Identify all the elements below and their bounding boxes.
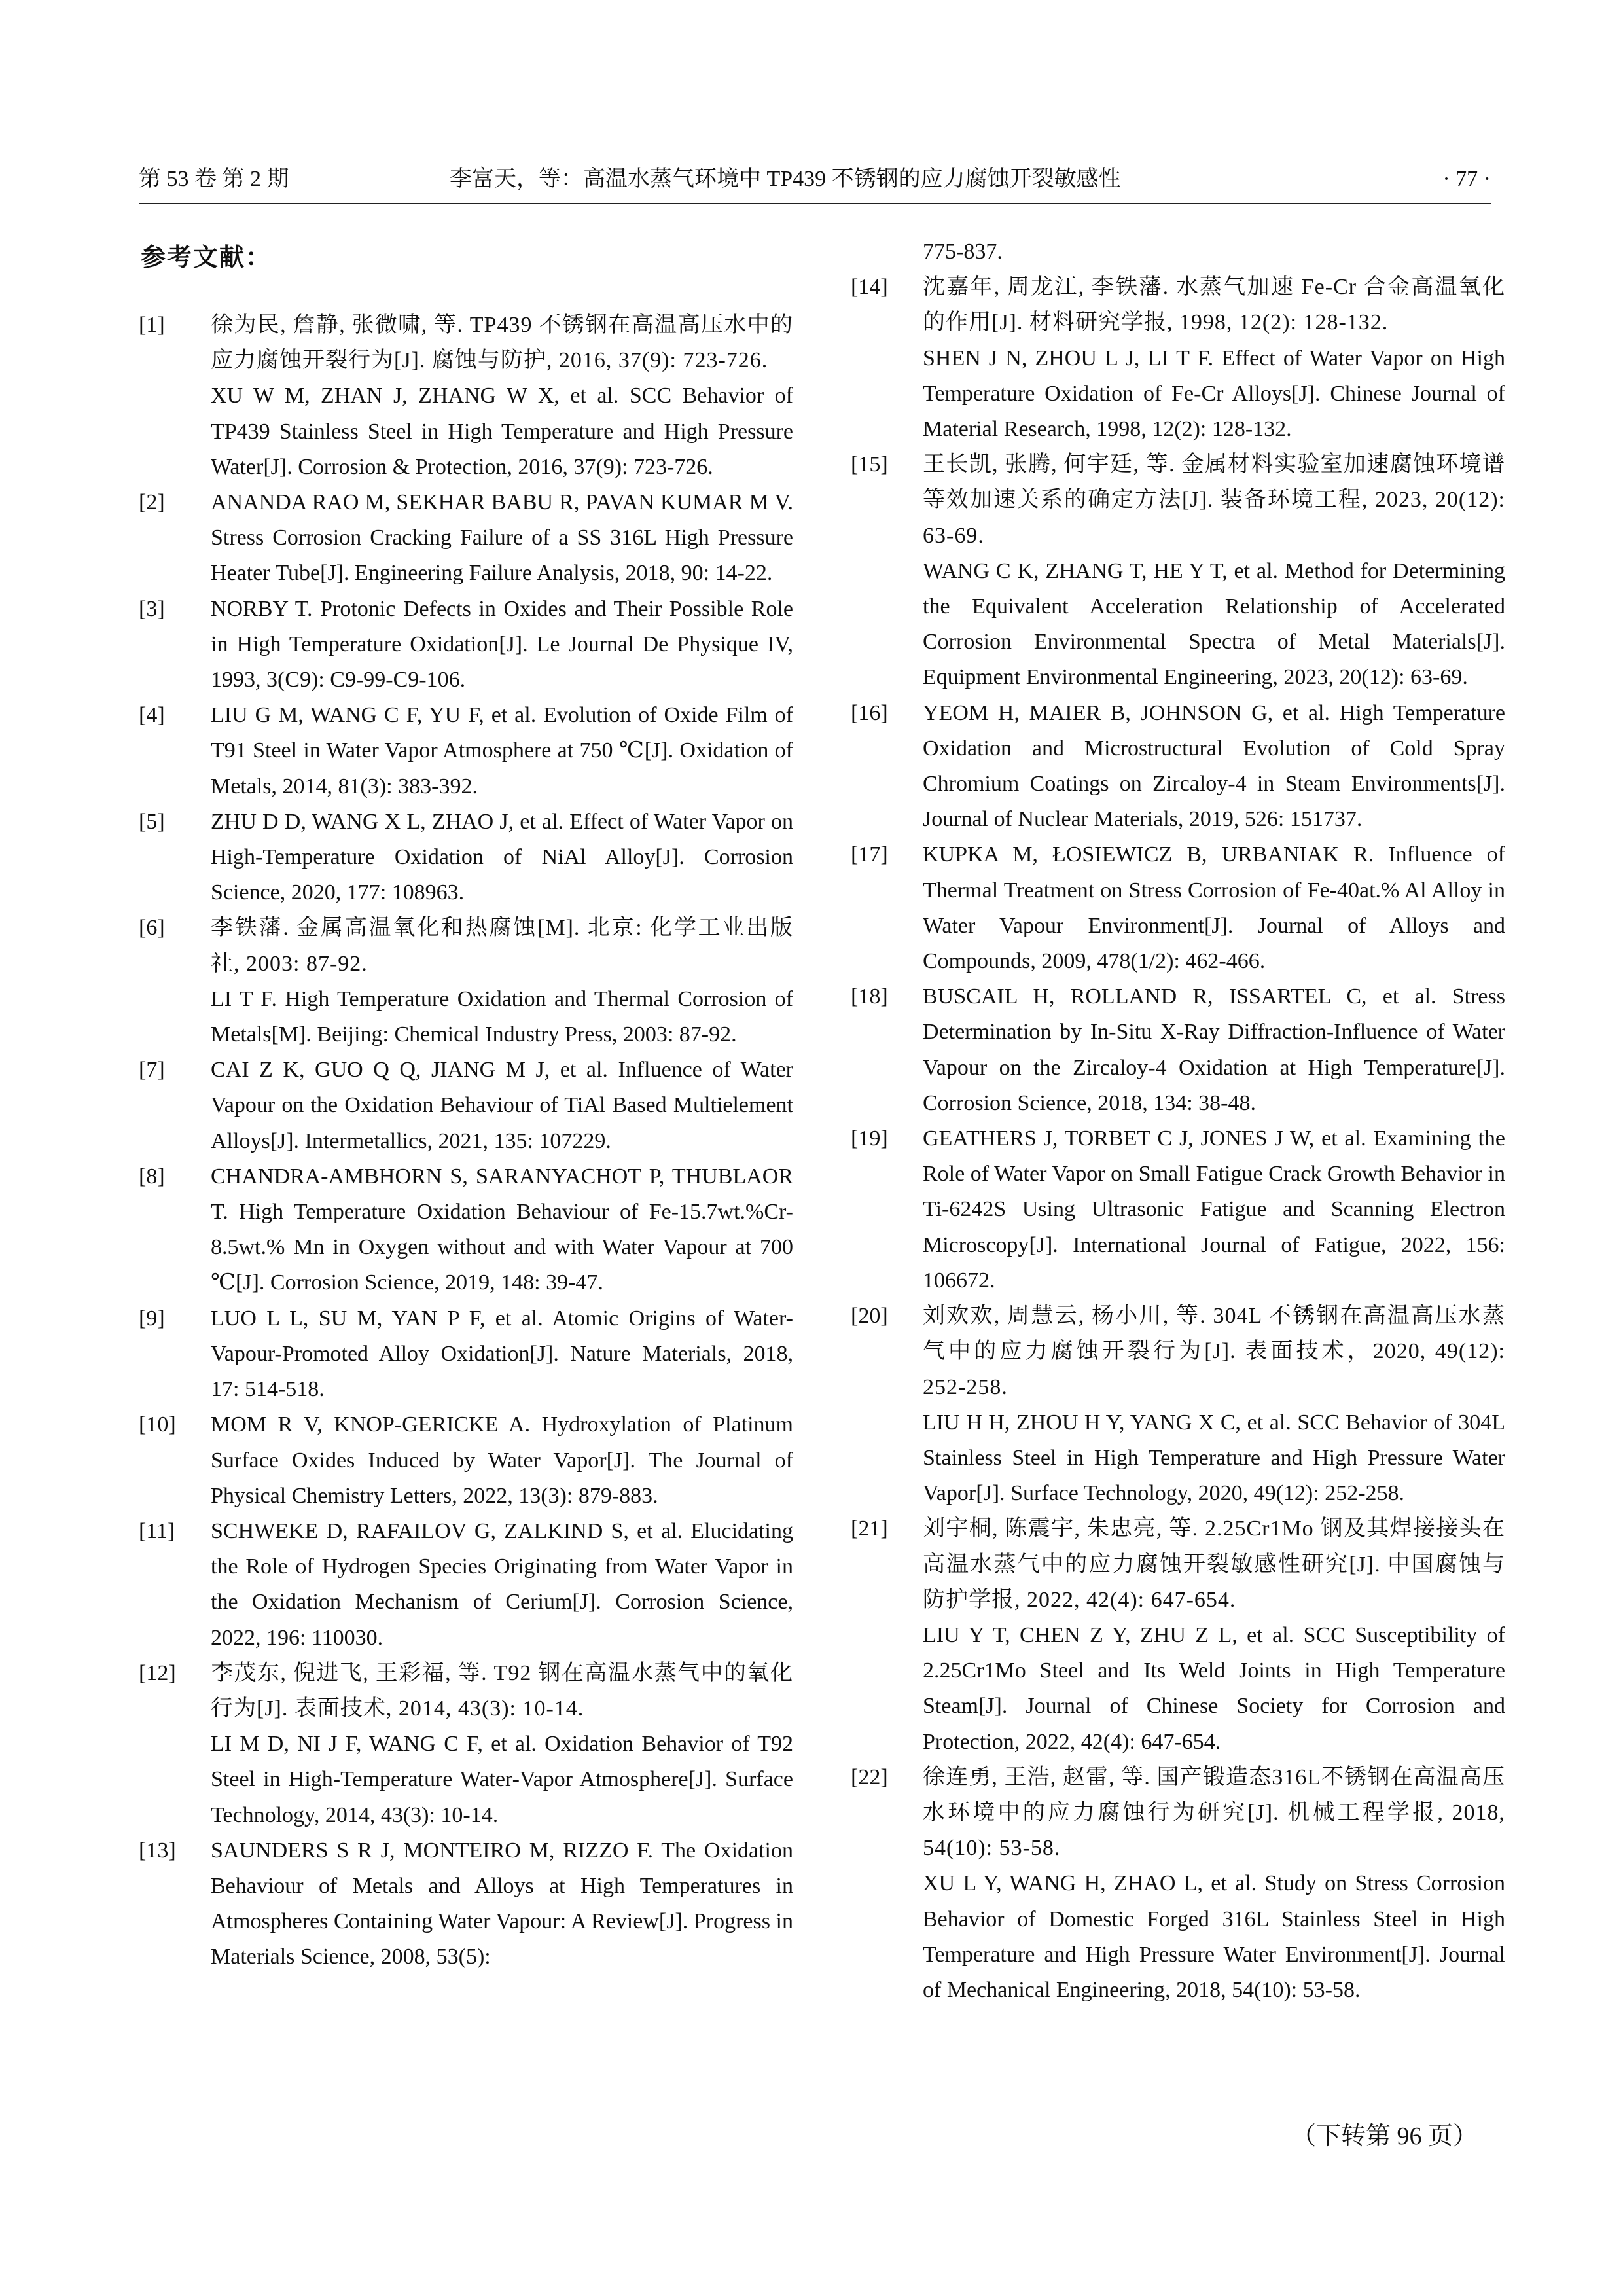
continued-note: （下转第 96 页） [1291, 2123, 1478, 2150]
reference-text: XU L Y, WANG H, ZHAO L, et al. Study on Stress Corrosion Behavior of Domestic Forged 316L Stainless Steel in High Temperature and High Pressure Water Environment[J]. Journal of Mechanical Engineering, 2018, 54(10): 53-58. [923, 1871, 1505, 2002]
reference-number: [20] [851, 1304, 888, 1329]
reference-item [139, 910, 793, 1052]
reference-text: 李茂东, 倪进飞, 王彩福, 等. T92 钢在高温水蒸气中的氧化行为[J]. 表面技术, 2014, 43(3): 10-14. [211, 1660, 793, 1721]
reference-number: [22] [851, 1765, 888, 1789]
reference-text: LIU H H, ZHOU H Y, YANG X C, et al. SCC Behavior of 304L Stainless Steel in High Temperature and High Pressure Water Vapor[J]. Surface Technology, 2020, 49(12): 252-258. [923, 1410, 1505, 1506]
reference-text: LI M D, NI J F, WANG C F, et al. Oxidation Behavior of T92 Steel in High-Temperature Water-Vapor Atmosphere[J]. Surface Technology, 2014, 43(3): 10-14. [211, 1732, 793, 1827]
reference-number: [16] [851, 700, 888, 725]
reference-item [851, 1760, 1505, 2008]
reference-number: [5] [139, 809, 165, 834]
references-left-column [139, 308, 793, 1975]
reference-text: NORBY T. Protonic Defects in Oxides and Their Possible Role in High Temperature Oxidation[J]. Le Journal De Physique IV, 1993, 3(C9): C9-99-C9-106. [211, 596, 793, 692]
reference-text: SCHWEKE D, RAFAILOV G, ZALKIND S, et al. Elucidating the Role of Hydrogen Species Originating from Water Vapor in the Oxidation Mechanism of Cerium[J]. Corrosion Science, 2022, 196: 110030. [211, 1518, 793, 1650]
reference-item [139, 1833, 793, 1975]
reference-number: [19] [851, 1126, 888, 1151]
reference-item [139, 308, 793, 485]
reference-number: [4] [139, 703, 165, 728]
reference-number: [18] [851, 984, 888, 1009]
reference-text: 李铁藩. 金属高温氧化和热腐蚀[M]. 北京: 化学工业出版社, 2003: 87-92. [211, 916, 793, 976]
reference-number: [6] [139, 916, 165, 941]
reference-text: MOM R V, KNOP-GERICKE A. Hydroxylation of Platinum Surface Oxides Induced by Water Vapor[J]. The Journal of Physical Chemistry Letters, 2022, 13(3): 879-883. [211, 1412, 793, 1508]
reference-item [139, 1656, 793, 1833]
header-rule [139, 203, 1491, 204]
reference-item [139, 804, 793, 911]
reference-item [851, 1511, 1505, 1759]
reference-text: BUSCAIL H, ROLLAND R, ISSARTEL C, et al. Stress Determination by In-Situ X-Ray Diffraction-Influence of Water Vapour on the Zircaloy-4 Oxidation at High Temperature[J]. Corrosion Science, 2018, 134: 38-48. [923, 984, 1505, 1115]
references-heading: 参考文献： [141, 243, 272, 272]
reference-number: [12] [139, 1660, 176, 1685]
reference-text: WANG C K, ZHANG T, HE Y T, et al. Method for Determining the Equivalent Acceleration Relationship of Accelerated Corrosion Environmental Spectra of Metal Materials[J]. Equipment Environmental Engineering, 2023, 20(12): 63-69. [923, 558, 1505, 690]
reference-text: 刘宇桐, 陈震宇, 朱忠亮, 等. 2.25Cr1Mo 钢及其焊接接头在高温水蒸气中的应力腐蚀开裂敏感性研究[J]. 中国腐蚀与防护学报, 2022, 42(4): 647-654. [923, 1516, 1505, 1612]
reference-number: [7] [139, 1058, 165, 1083]
reference-text: LIU G M, WANG C F, YU F, et al. Evolution of Oxide Film of T91 Steel in Water Vapor Atmosphere at 750 ℃[J]. Oxidation of Metals, 2014, 81(3): 383-392. [211, 703, 793, 798]
reference-number: [9] [139, 1306, 165, 1331]
reference-number: [13] [139, 1838, 176, 1863]
reference-item [851, 1299, 1505, 1511]
reference-text: 徐为民, 詹静, 张微啸, 等. TP439 不锈钢在高温高压水中的应力腐蚀开裂行为[J]. 腐蚀与防护, 2016, 37(9): 723-726. [211, 313, 793, 373]
reference-item [851, 1121, 1505, 1299]
reference-text: XU W M, ZHAN J, ZHANG W X, et al. SCC Behavior of TP439 Stainless Steel in High Temperature and High Pressure Water[J]. Corrosion & Protection, 2016, 37(9): 723-726. [211, 384, 793, 479]
reference-number: [3] [139, 596, 165, 621]
reference-item [139, 1301, 793, 1408]
reference-item [851, 837, 1505, 979]
reference-item [139, 1159, 793, 1301]
reference-text: 王长凯, 张腾, 何宇廷, 等. 金属材料实验室加速腐蚀环境谱等效加速关系的确定方法[J]. 装备环境工程, 2023, 20(12): 63-69. [923, 452, 1505, 548]
reference-item [851, 447, 1505, 695]
page-number: · 77 · [1442, 167, 1491, 191]
reference-item [139, 485, 793, 592]
journal-volume-issue: 第 53 卷 第 2 期 [139, 167, 289, 191]
reference-item [139, 698, 793, 804]
references-right-column [851, 234, 1505, 2008]
reference-text: LUO L L, SU M, YAN P F, et al. Atomic Origins of Water-Vapour-Promoted Alloy Oxidation[J]. Nature Materials, 2018, 17: 514-518. [211, 1306, 793, 1402]
reference-number: [8] [139, 1164, 165, 1189]
reference-text: ZHU D D, WANG X L, ZHAO J, et al. Effect of Water Vapor on High-Temperature Oxidation of NiAl Alloy[J]. Corrosion Science, 2020, 177: 108963. [211, 809, 793, 905]
reference-item [139, 592, 793, 698]
reference-text: CAI Z K, GUO Q Q, JIANG M J, et al. Influence of Water Vapour on the Oxidation Behaviour of TiAl Based Multielement Alloys[J]. Intermetallics, 2021, 135: 107229. [211, 1058, 793, 1153]
reference-text: 775-837. [923, 240, 1003, 264]
reference-text: SAUNDERS S R J, MONTEIRO M, RIZZO F. The Oxidation Behaviour of Metals and Alloys at High Temperatures in Atmospheres Containing Water Vapour: A Review[J]. Progress in Materials Science, 2008, 53(5): [211, 1838, 793, 1969]
reference-text: CHANDRA-AMBHORN S, SARANYACHOT P, THUBLAOR T. High Temperature Oxidation Behaviour of Fe-15.7wt.%Cr-8.5wt.% Mn in Oxygen without and with Water Vapour at 700 ℃[J]. Corrosion Science, 2019, 148: 39-47. [211, 1164, 793, 1295]
reference-text: KUPKA M, ŁOSIEWICZ B, URBANIAK R. Influence of Thermal Treatment on Stress Corrosion of Fe-40at.% Al Alloy in Water Vapour Environment[J]. Journal of Alloys and Compounds, 2009, 478(1/2): 462-466. [923, 842, 1505, 974]
running-title: 李富天，等：高温水蒸气环境中 TP439 不锈钢的应力腐蚀开裂敏感性 [450, 167, 1121, 191]
reference-text: YEOM H, MAIER B, JOHNSON G, et al. High Temperature Oxidation and Microstructural Evolution of Cold Spray Chromium Coatings on Zircaloy-4 in Steam Environments[J]. Journal of Nuclear Materials, 2019, 526: 151737. [923, 700, 1505, 832]
reference-number: [15] [851, 452, 888, 477]
reference-item [851, 696, 1505, 838]
reference-number: [14] [851, 275, 888, 300]
reference-item [851, 979, 1505, 1121]
reference-text: LI T F. High Temperature Oxidation and Thermal Corrosion of Metals[M]. Beijing: Chemical Industry Press, 2003: 87-92. [211, 986, 793, 1047]
reference-item [139, 1407, 793, 1514]
reference-item [139, 1514, 793, 1656]
reference-text: 沈嘉年, 周龙江, 李铁藩. 水蒸气加速 Fe-Cr 合金高温氧化的作用[J]. 材料研究学报, 1998, 12(2): 128-132. [923, 275, 1505, 335]
running-header [139, 160, 1491, 199]
reference-number: [10] [139, 1412, 176, 1437]
reference-text: ANANDA RAO M, SEKHAR BABU R, PAVAN KUMAR M V. Stress Corrosion Cracking Failure of a SS 316L High Pressure Heater Tube[J]. Engineering Failure Analysis, 2018, 90: 14-22. [211, 490, 793, 586]
reference-text: SHEN J N, ZHOU L J, LI T F. Effect of Water Vapor on High Temperature Oxidation of Fe-Cr Alloys[J]. Chinese Journal of Material Research, 1998, 12(2): 128-132. [923, 346, 1505, 442]
reference-number: [2] [139, 490, 165, 515]
reference-number: [11] [139, 1518, 175, 1543]
reference-item [851, 270, 1505, 447]
reference-number: [1] [139, 313, 165, 337]
reference-number: [17] [851, 842, 888, 867]
reference-continuation [851, 234, 1505, 270]
reference-number: [21] [851, 1516, 888, 1541]
reference-text: LIU Y T, CHEN Z Y, ZHU Z L, et al. SCC Susceptibility of 2.25Cr1Mo Steel and Its Weld Joints in High Temperature Steam[J]. Journal of Chinese Society for Corrosion and Protection, 2022, 42(4): 647-654. [923, 1623, 1505, 1754]
reference-item [139, 1052, 793, 1159]
reference-text: 徐连勇, 王浩, 赵雷, 等. 国产锻造态316L不锈钢在高温高压水环境中的应力腐蚀行为研究[J]. 机械工程学报, 2018, 54(10): 53-58. [923, 1765, 1505, 1861]
reference-text: GEATHERS J, TORBET C J, JONES J W, et al. Examining the Role of Water Vapor on Small Fatigue Crack Growth Behavior in Ti-6242S Using Ultrasonic Fatigue and Scanning Electron Microscopy[J]. International Journal of Fatigue, 2022, 156: 106672. [923, 1126, 1505, 1293]
reference-text: 刘欢欢, 周慧云, 杨小川, 等. 304L 不锈钢在高温高压水蒸气中的应力腐蚀开裂行为[J]. 表面技术，2020, 49(12): 252-258. [923, 1304, 1505, 1399]
